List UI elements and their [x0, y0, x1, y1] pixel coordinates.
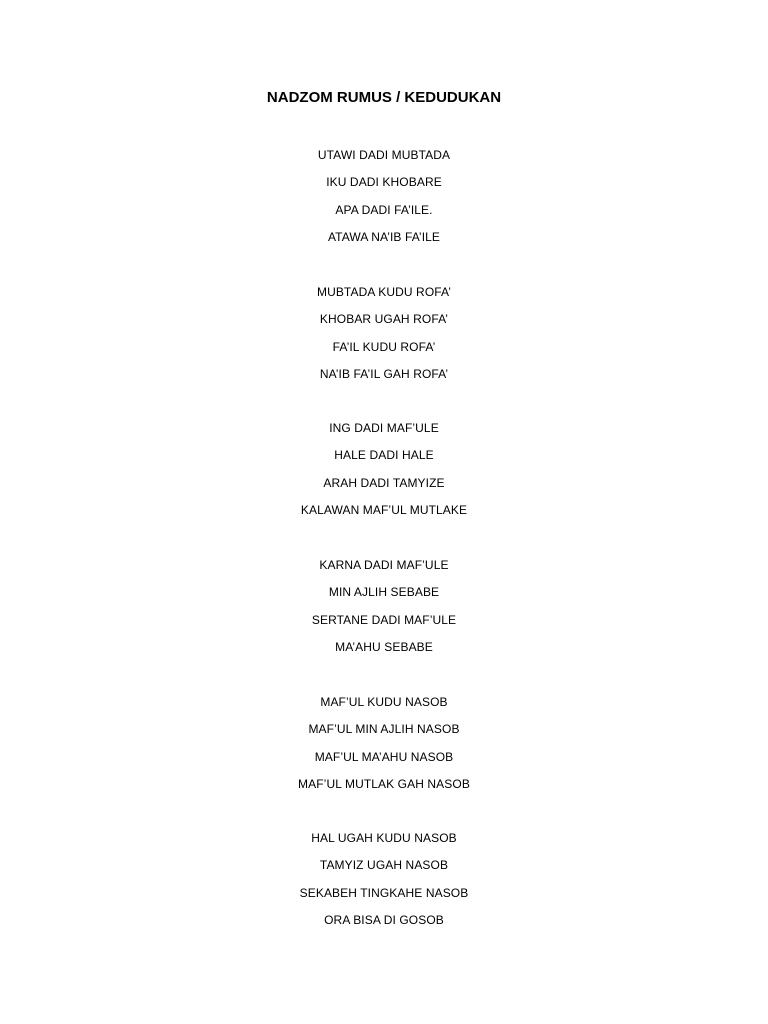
- verse-line: MA’AHU SEBABE: [335, 640, 433, 655]
- stanza-6: [0, 831, 768, 941]
- verse-line: ORA BISA DI GOSOB: [324, 913, 444, 928]
- verse-line: SERTANE DADI MAF’ULE: [311, 612, 457, 627]
- verse-line: ING DADI MAF’ULE: [329, 421, 439, 435]
- verse-line: MIN AJLIH SEBABE: [328, 585, 440, 600]
- verse-line: UTAWI DADI MUBTADA: [317, 148, 451, 162]
- verse-line: KHOBAR UGAH ROFA’: [319, 312, 449, 327]
- verse-line: FA’IL KUDU ROFA’: [332, 339, 436, 354]
- verse-line: HAL UGAH KUDU NASOB: [311, 831, 457, 845]
- verse-line: MUBTADA KUDU ROFA’: [316, 285, 452, 299]
- verse-line: KARNA DADI MAF’ULE: [319, 558, 449, 572]
- verse-line: MAF’UL MA’AHU NASOB: [314, 749, 454, 764]
- stanza-1: [0, 148, 768, 258]
- stanza-5: [0, 695, 768, 805]
- verse-line: ARAH DADI TAMYIZE: [323, 475, 445, 490]
- verse-line: HALE DADI HALE: [334, 448, 434, 463]
- verse-line: MAF’UL MIN AJLIH NASOB: [308, 722, 460, 737]
- stanza-3: [0, 421, 768, 531]
- verse-line: TAMYIZ UGAH NASOB: [319, 858, 449, 873]
- verse-line: ATAWA NA’IB FA’ILE: [327, 230, 441, 245]
- verse-line: KALAWAN MAF’UL MUTLAKE: [300, 503, 468, 518]
- stanza-2: [0, 285, 768, 395]
- verse-line: APA DADI FA’ILE.: [335, 202, 433, 217]
- stanza-4: [0, 558, 768, 668]
- verse-line: NA’IB FA’IL GAH ROFA’: [319, 367, 449, 382]
- document-title: NADZOM RUMUS / KEDUDUKAN: [266, 89, 502, 106]
- verse-line: MAF’UL KUDU NASOB: [320, 695, 448, 709]
- verse-line: MAF’UL MUTLAK GAH NASOB: [298, 777, 470, 792]
- verse-line: IKU DADI KHOBARE: [326, 175, 442, 190]
- verse-line: SEKABEH TINGKAHE NASOB: [299, 885, 469, 900]
